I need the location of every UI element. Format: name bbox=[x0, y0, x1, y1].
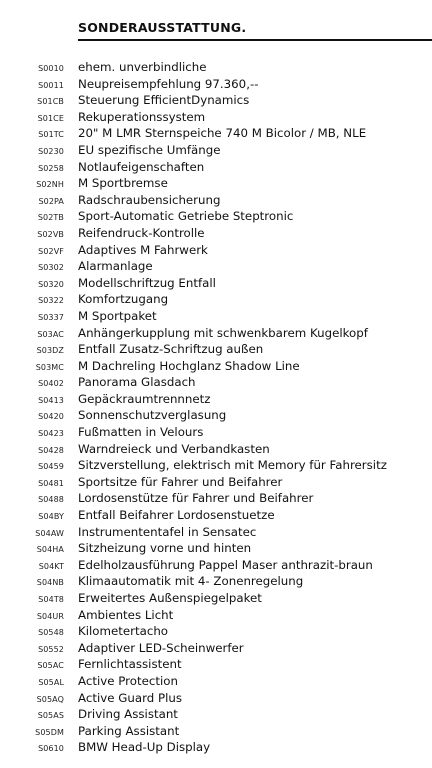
option-code: S0337 bbox=[38, 312, 64, 322]
equipment-row bbox=[0, 92, 432, 109]
option-code: S0548 bbox=[38, 628, 64, 638]
equipment-row bbox=[0, 640, 432, 657]
equipment-row bbox=[0, 739, 432, 756]
equipment-row bbox=[0, 325, 432, 342]
option-description: Driving Assistant bbox=[78, 707, 178, 722]
option-description: BMW Head-Up Display bbox=[78, 740, 211, 755]
option-code: S04HA bbox=[36, 545, 64, 555]
equipment-row bbox=[0, 723, 432, 740]
equipment-row bbox=[0, 175, 432, 192]
option-description: Adaptiver LED-Scheinwerfer bbox=[78, 640, 244, 655]
equipment-row bbox=[0, 490, 432, 507]
option-code: S05AC bbox=[37, 661, 64, 671]
option-code: S01CB bbox=[37, 97, 64, 107]
option-code: S0420 bbox=[38, 412, 64, 422]
option-code: S01CE bbox=[37, 113, 64, 123]
option-code: S03MC bbox=[35, 362, 64, 372]
equipment-row bbox=[0, 706, 432, 723]
option-code: S04T8 bbox=[38, 595, 64, 604]
equipment-row bbox=[0, 341, 432, 358]
option-description: M Sportpaket bbox=[78, 308, 157, 323]
option-code: S05AS bbox=[37, 711, 64, 721]
option-code: S04KT bbox=[38, 561, 64, 571]
equipment-row bbox=[0, 275, 432, 292]
equipment-row bbox=[0, 374, 432, 391]
option-code: S0011 bbox=[38, 80, 64, 90]
option-description: M Dachreling Hochglanz Shadow Line bbox=[78, 358, 300, 373]
option-code: S02VB bbox=[37, 229, 64, 239]
equipment-row bbox=[0, 474, 432, 491]
equipment-row bbox=[0, 225, 432, 242]
option-code: S0488 bbox=[38, 495, 64, 505]
equipment-row bbox=[0, 673, 432, 690]
option-code: S05AL bbox=[38, 677, 64, 687]
equipment-row bbox=[0, 656, 432, 673]
option-description: Gepäckraumtrennnetz bbox=[78, 391, 211, 406]
option-code: S02NH bbox=[36, 180, 64, 190]
option-code: S03AC bbox=[37, 329, 64, 339]
option-code: S02VF bbox=[38, 246, 64, 256]
option-code: S04NB bbox=[36, 578, 64, 588]
option-code: S05DM bbox=[35, 727, 64, 737]
option-code: S0428 bbox=[38, 445, 64, 455]
option-description: Warndreieck und Verbandkasten bbox=[78, 441, 270, 456]
option-description: Notlaufeigenschaften bbox=[78, 159, 205, 174]
option-description: Komfortzugang bbox=[78, 292, 169, 307]
option-description: Adaptives M Fahrwerk bbox=[78, 242, 208, 257]
equipment-row bbox=[0, 142, 432, 159]
equipment-row bbox=[0, 623, 432, 640]
equipment-list bbox=[0, 59, 432, 756]
option-description: M Sportbremse bbox=[78, 176, 168, 191]
option-code: S0610 bbox=[38, 744, 64, 754]
option-code: S0230 bbox=[38, 146, 64, 156]
option-code: S0459 bbox=[38, 462, 64, 472]
option-description: EU spezifische Umfänge bbox=[78, 142, 221, 157]
option-description: Kilometertacho bbox=[78, 624, 169, 639]
option-description: 20" M LMR Sternspeiche 740 M Bicolor / MB, NLE bbox=[78, 126, 367, 141]
equipment-row bbox=[0, 76, 432, 93]
option-code: S02PA bbox=[38, 196, 64, 206]
equipment-row bbox=[0, 308, 432, 325]
option-code: S0552 bbox=[38, 644, 64, 654]
option-description: Sitzheizung vorne und hinten bbox=[78, 541, 252, 556]
equipment-row bbox=[0, 590, 432, 607]
equipment-row bbox=[0, 457, 432, 474]
option-description: Sport-Automatic Getriebe Steptronic bbox=[78, 209, 294, 224]
option-description: Entfall Beifahrer Lordosenstuetze bbox=[78, 508, 275, 523]
option-code: S0481 bbox=[38, 478, 64, 488]
option-code: S0258 bbox=[38, 163, 64, 173]
option-description: Ambientes Licht bbox=[78, 607, 174, 622]
option-description: Radschraubensicherung bbox=[78, 192, 221, 207]
option-code: S04BY bbox=[38, 512, 64, 522]
option-description: Rekuperationssystem bbox=[78, 109, 206, 124]
equipment-row bbox=[0, 573, 432, 590]
option-code: S0322 bbox=[38, 296, 64, 306]
option-description: Active Guard Plus bbox=[78, 690, 182, 705]
equipment-row bbox=[0, 407, 432, 424]
option-description: Anhängerkupplung mit schwenkbarem Kugelkopf bbox=[78, 325, 368, 340]
equipment-row bbox=[0, 507, 432, 524]
option-description: Edelholzausführung Pappel Maser anthrazit-braun bbox=[78, 557, 373, 572]
option-description: Lordosenstütze für Fahrer und Beifahrer bbox=[78, 491, 314, 506]
option-code: S04UR bbox=[36, 611, 64, 621]
option-description: Sitzverstellung, elektrisch mit Memory für Fahrersitz bbox=[78, 458, 387, 473]
equipment-row bbox=[0, 208, 432, 225]
equipment-row bbox=[0, 690, 432, 707]
section-header bbox=[78, 20, 432, 41]
option-description: Fußmatten in Velours bbox=[78, 425, 204, 440]
option-description: Erweitertes Außenspiegelpaket bbox=[78, 591, 262, 605]
option-description: Entfall Zusatz-Schriftzug außen bbox=[78, 342, 264, 357]
option-description: Steuerung EfficientDynamics bbox=[78, 93, 250, 108]
option-code: S0302 bbox=[38, 263, 64, 273]
option-description: Instrumententafel in Sensatec bbox=[78, 524, 257, 539]
option-code: S0320 bbox=[38, 279, 64, 289]
equipment-row bbox=[0, 441, 432, 458]
equipment-row bbox=[0, 391, 432, 408]
option-code: S02TB bbox=[37, 213, 64, 223]
equipment-row bbox=[0, 258, 432, 275]
option-description: ehem. unverbindliche bbox=[78, 60, 207, 74]
option-description: Active Protection bbox=[78, 673, 178, 688]
equipment-row bbox=[0, 424, 432, 441]
equipment-row bbox=[0, 291, 432, 308]
equipment-row bbox=[0, 192, 432, 209]
option-description: Alarmanlage bbox=[78, 259, 153, 274]
equipment-row bbox=[0, 59, 432, 76]
equipment-row bbox=[0, 125, 432, 142]
option-code: S01TC bbox=[38, 130, 64, 140]
option-description: Panorama Glasdach bbox=[78, 375, 196, 390]
section-title: SONDERAUSSTATTUNG. bbox=[78, 20, 247, 35]
equipment-row bbox=[0, 358, 432, 375]
option-code: S0423 bbox=[38, 429, 64, 439]
option-code: S05AQ bbox=[36, 694, 64, 704]
option-code: S04AW bbox=[35, 528, 64, 538]
option-code: S0413 bbox=[38, 395, 64, 405]
equipment-row bbox=[0, 159, 432, 176]
option-code: S0010 bbox=[38, 64, 64, 73]
option-code: S0402 bbox=[38, 379, 64, 389]
option-description: Parking Assistant bbox=[78, 723, 180, 738]
title-divider bbox=[78, 39, 432, 41]
option-description: Sportsitze für Fahrer und Beifahrer bbox=[78, 474, 283, 489]
equipment-row bbox=[0, 540, 432, 557]
equipment-row bbox=[0, 524, 432, 541]
option-code: S03DZ bbox=[36, 346, 64, 356]
equipment-row bbox=[0, 242, 432, 259]
option-description: Neupreisempfehlung 97.360,-- bbox=[78, 76, 259, 91]
option-description: Klimaautomatik mit 4- Zonenregelung bbox=[78, 574, 304, 589]
equipment-row bbox=[0, 109, 432, 126]
option-description: Sonnenschutzverglasung bbox=[78, 408, 227, 423]
equipment-row bbox=[0, 557, 432, 574]
option-description: Reifendruck-Kontrolle bbox=[78, 225, 205, 240]
option-description: Modellschriftzug Entfall bbox=[78, 275, 216, 290]
option-description: Fernlichtassistent bbox=[78, 657, 182, 672]
equipment-row bbox=[0, 607, 432, 624]
